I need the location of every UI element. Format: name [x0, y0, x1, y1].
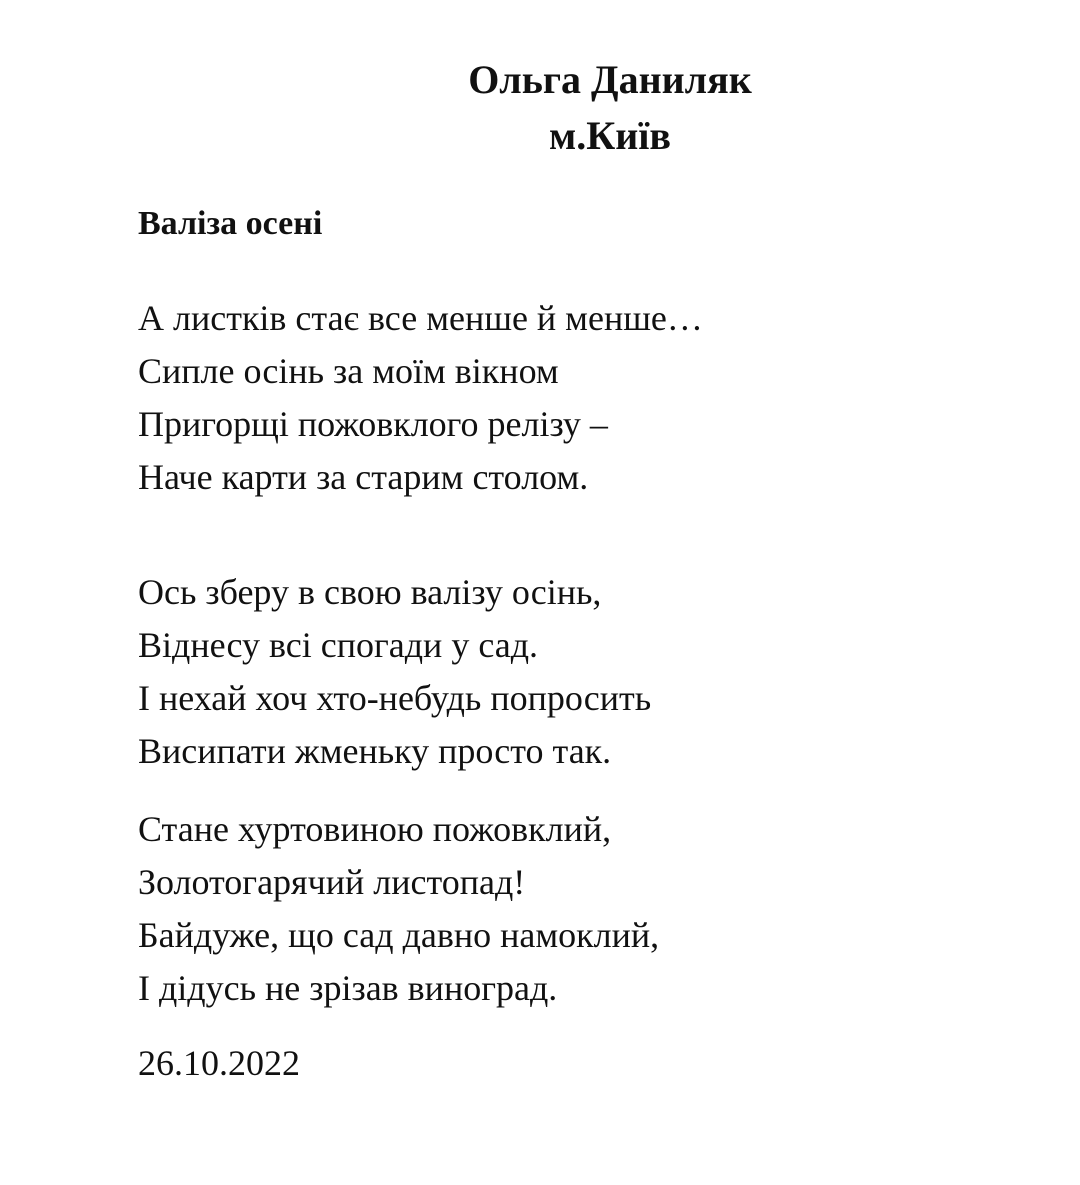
- poem-line: Байдуже, що сад давно намоклий,: [138, 915, 660, 955]
- author-header: [440, 52, 780, 164]
- stanza-3: [138, 803, 659, 1015]
- author-city: м.Київ: [548, 113, 671, 158]
- stanza-2: [138, 566, 651, 778]
- poem-line: Пригорщі пожовклого релізу –: [138, 404, 608, 444]
- poem-line: А листків стає все менше й менше…: [138, 298, 703, 338]
- poem-line: Ось зберу в свою валізу осінь,: [138, 572, 602, 612]
- stanza-1: [138, 292, 703, 504]
- poem-line: Сипле осінь за моїм вікном: [138, 351, 559, 391]
- poem-title: Валіза осені: [138, 205, 323, 242]
- poem-line: Віднесу всі спогади у сад.: [138, 625, 539, 665]
- poem-line: Стане хуртовиною пожовклий,: [138, 809, 612, 849]
- poem-line: І нехай хоч хто-небудь попросить: [138, 678, 652, 718]
- poem-line: І дідусь не зрізав виноград.: [138, 968, 558, 1008]
- poem-line: Наче карти за старим столом.: [138, 457, 589, 497]
- poem-line: Висипати жменьку просто так.: [138, 731, 612, 771]
- author-name: Ольга Даниляк: [468, 57, 752, 102]
- poem-line: Золотогарячий листопад!: [138, 862, 526, 902]
- poem-date: 26.10.2022: [138, 1043, 300, 1083]
